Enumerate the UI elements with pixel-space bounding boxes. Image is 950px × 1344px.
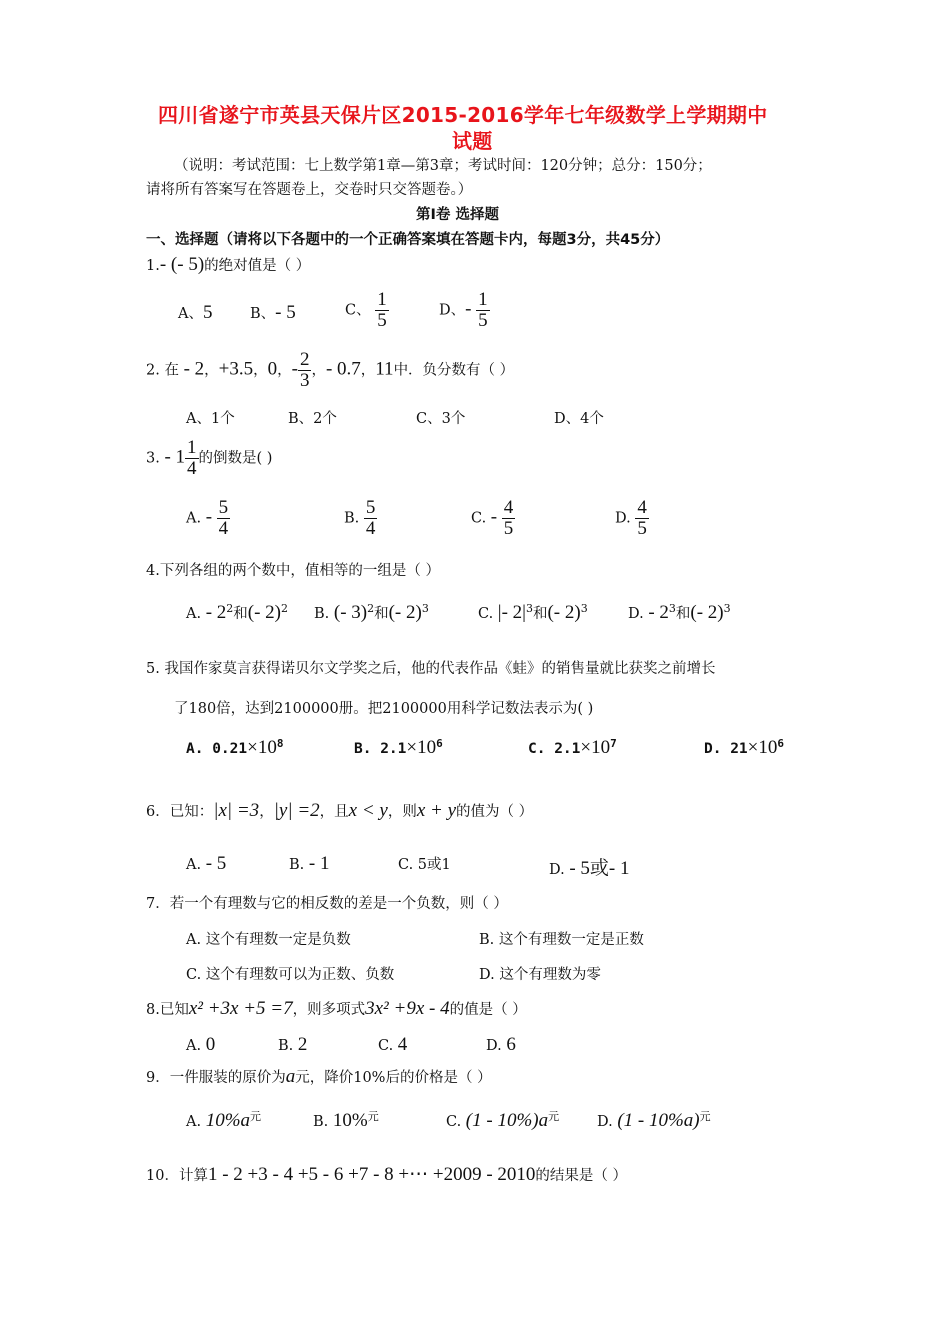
q1-prefix: 1. xyxy=(146,258,160,274)
q4-option-c: C. |- $2|^3$和(- 2)$^3$ xyxy=(478,602,588,623)
q9-option-a: A. $10\%a^元$ xyxy=(186,1109,262,1131)
q3-option-d: D. $\frac{4}{5}$ xyxy=(615,497,647,539)
question-9: 9．一件服装的原价为a元，降价10%后的价格是（ ） xyxy=(146,1066,492,1087)
question-8: 8.已知x² +3x +5 =7，则多项式3x² +9x - 4的值是（ ） xyxy=(146,998,527,1019)
q5-option-b: B. $2.1\times 10^6$ xyxy=(354,737,443,758)
q2-option-b: B、2个 xyxy=(288,411,337,427)
page-title-line1: 四川省遂宁市英县天保片区2015-2016学年七年级数学上学期期中 xyxy=(158,103,768,127)
option-label: B、 xyxy=(250,306,276,322)
question-5-line1: 5. 我国作家莫言获得诺贝尔文学奖之后，他的代表作品《蛙》的销售量就比获奖之前增长 xyxy=(146,661,716,677)
q7-option-d: D. 这个有理数为零 xyxy=(479,967,601,983)
q5-option-c: C. $2.1\times 10^7$ xyxy=(528,737,617,758)
q4-option-b: B. (- 3)$^2$和(- 2)$^3$ xyxy=(314,602,429,623)
fraction: $\frac{1}{5}$ xyxy=(478,289,488,331)
q6-option-d: D. - 5或- 1 xyxy=(549,858,630,879)
q9-option-b: B. 10%$^元$ xyxy=(313,1109,379,1131)
q3-option-c: C. - $\frac{4}{5}$ xyxy=(471,497,514,539)
fraction: $\frac{5}{4}$ xyxy=(218,497,229,539)
q1-option-c xyxy=(345,290,389,331)
q6-option-a: A. - 5 xyxy=(186,853,227,874)
question-10: 10．计算1 - 2 +3 - 4 +5 - 6 +7 - 8 +⋯ +2009 - 2010的结果是（ ） xyxy=(146,1164,628,1185)
q5-option-a: A. $0.21\times 10^8$ xyxy=(186,737,284,758)
q2-option-a: A、1个 xyxy=(186,411,235,427)
q7-option-c: C. 这个有理数可以为正数、负数 xyxy=(186,967,395,983)
fraction: $\frac{1}{4}$ xyxy=(187,437,197,479)
q2-option-d: D、4个 xyxy=(554,411,604,427)
q1-suffix: 的绝对值是（ ） xyxy=(204,258,311,274)
fraction: $\frac{2}{3}$ xyxy=(299,349,310,391)
q8-option-c: C. 4 xyxy=(378,1034,408,1055)
option-label: C、 xyxy=(345,302,371,319)
q8-option-a: A. 0 xyxy=(186,1034,216,1055)
question-5-line2: 了180倍，达到2100000册。把2100000用科学记数法表示为( ) xyxy=(174,701,594,717)
section-heading: 一、选择题（请将以下各题中的一个正确答案填在答题卡内，每题3分，共45分） xyxy=(146,232,670,248)
q6-option-b: B. - 1 xyxy=(289,853,330,874)
q7-option-b: B. 这个有理数一定是正数 xyxy=(479,932,644,948)
exam-notes-line1: （说明：考试范围：七上数学第1章—第3章；考试时间：120分钟；总分：150分； xyxy=(174,158,712,174)
volume-heading: 第Ⅰ卷 选择题 xyxy=(416,207,499,223)
fraction: $\frac{4}{5}$ xyxy=(503,497,514,539)
q9-option-c: C. $(1 - 10\%)a^元$ xyxy=(446,1109,560,1131)
question-6: 6．已知：|x| =3，|y| =2，且x < y，则x + y的值为（ ） xyxy=(146,800,534,821)
q8-option-b: B. 2 xyxy=(278,1034,308,1055)
fraction: $\frac{1}{5}$ xyxy=(377,289,387,331)
option-label: A、 xyxy=(178,306,203,322)
q8-option-d: D. 6 xyxy=(486,1034,516,1055)
q1-option-b xyxy=(250,302,296,324)
page-title-line2: 试题 xyxy=(452,129,493,153)
exam-notes-line2: 请将所有答案写在答题卷上，交卷时只交答题卷。） xyxy=(146,182,473,198)
q7-option-a: A. 这个有理数一定是负数 xyxy=(186,932,351,948)
option-value: - 5 xyxy=(275,302,296,323)
q5-option-d: D. $21\times 10^6$ xyxy=(704,737,784,758)
q1-math: - (- 5) xyxy=(159,254,205,275)
q1-option-a xyxy=(178,302,212,324)
question-7: 7．若一个有理数与它的相反数的差是一个负数，则（ ） xyxy=(146,896,508,912)
question-3: 3. - 1 $\frac{1}{4}$ 的倒数是( ) xyxy=(146,437,273,479)
q3-option-a: A. - $\frac{5}{4}$ xyxy=(186,497,229,539)
fraction: $\frac{5}{4}$ xyxy=(365,497,376,539)
option-label: D、 xyxy=(439,302,466,319)
q2-option-c: C、3个 xyxy=(416,411,466,427)
question-1 xyxy=(146,254,310,276)
q9-option-d: D. (1 - 10%a)$^元$ xyxy=(597,1109,711,1131)
q4-option-a: A. - $2^2$和(- 2)$^2$ xyxy=(186,602,289,623)
question-2: 2. 在 - 2，+3.5，0，- $\frac{2}{3}$ ，- 0.7，11中．负分数有（ ） xyxy=(146,349,515,391)
fraction: $\frac{4}{5}$ xyxy=(637,497,647,539)
question-4: 4.下列各组的两个数中，值相等的一组是（ ） xyxy=(146,563,440,579)
q3-option-b: B. $\frac{5}{4}$ xyxy=(344,497,376,539)
q6-option-c: C. 5或1 xyxy=(398,857,451,873)
option-value: 5 xyxy=(202,302,213,323)
q4-option-d: D. - $2^3$和(- 2)$^3$ xyxy=(628,602,731,623)
q1-option-d: D、- $\frac{1}{5}$ xyxy=(439,289,488,331)
